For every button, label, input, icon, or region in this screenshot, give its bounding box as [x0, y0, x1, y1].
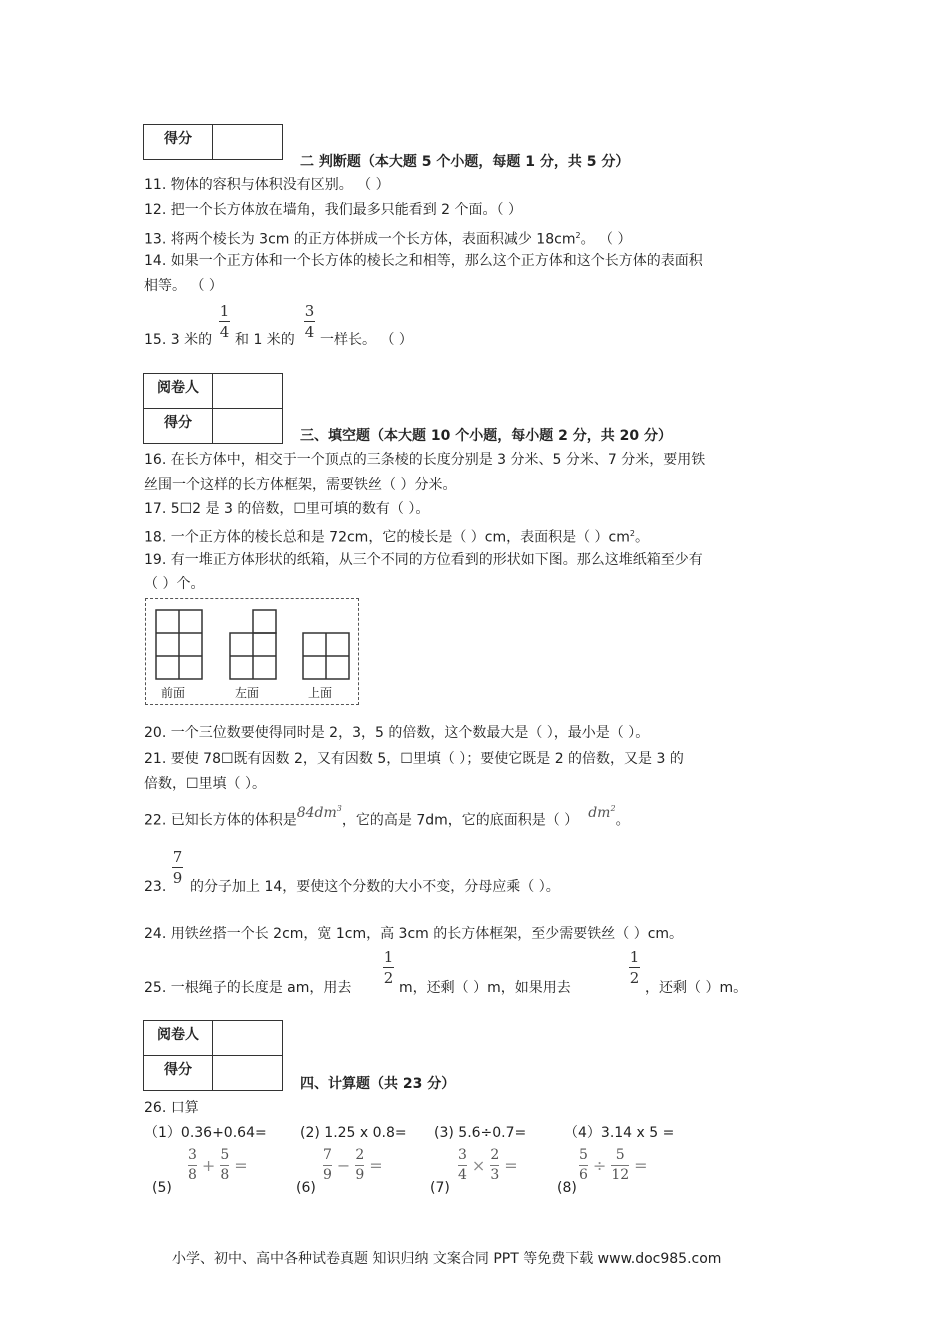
question-15-part1: 15. 3 米的: [144, 332, 213, 348]
question-25-part2: m，还剩（ ）m，如果用去: [399, 980, 571, 996]
oral-calc-6-expr: 7 9 − 2 9 =: [323, 1147, 383, 1183]
score-label: 得分: [144, 125, 213, 160]
question-21-line2: 倍数，☐里填（ ）。: [144, 776, 267, 792]
fraction-3-4: 3 4: [304, 302, 315, 341]
oral-calc-5-expr: 3 8 + 5 8 =: [188, 1147, 248, 1183]
oral-calc-2: (2) 1.25 x 0.8=: [300, 1125, 407, 1141]
question-26: 26. 口算: [144, 1100, 199, 1116]
area-unit: dm: [588, 804, 611, 821]
question-19-line2: （ ）个。: [144, 576, 205, 592]
fraction-1-2-b: 1 2: [629, 948, 640, 987]
fraction-1-2-a: 1 2: [383, 948, 394, 987]
oral-calc-7-expr: 3 4 × 2 3 =: [458, 1147, 518, 1183]
question-16-line2: 丝围一个这样的长方体框架，需要铁丝（ ）分米。: [144, 477, 457, 493]
reviewer-label: 阅卷人: [144, 374, 213, 409]
question-23-number: 23.: [144, 879, 167, 895]
question-14-line2: 相等。 （ ）: [144, 278, 223, 294]
views-figure: [145, 598, 359, 705]
question-22: 22. 已知长方体的体积是$84dm^3$，它的高是 7dm，它的底面积是（ ） $dm^2$。: [144, 804, 630, 829]
score-table-2: [143, 373, 283, 444]
oral-calc-3: (3) 5.6÷0.7=: [434, 1125, 527, 1141]
question-19-line1: 19. 有一堆正方体形状的纸箱，从三个不同的方位看到的形状如下图。那么这堆纸箱至少有: [144, 552, 703, 568]
fraction-1-4: 1 4: [219, 302, 230, 341]
section-3-title: 三、填空题（本大题 10 个小题，每小题 2 分，共 20 分）: [300, 428, 672, 444]
top-view-label: 上面: [308, 686, 333, 700]
section-2-title: 二 判断题（本大题 5 个小题，每题 1 分，共 5 分）: [300, 154, 630, 170]
score-label: 得分: [144, 409, 213, 444]
oral-calc-7-label: (7): [430, 1180, 450, 1196]
score-input-cell[interactable]: [213, 409, 283, 444]
oral-calc-1: （1）0.36+0.64=: [144, 1125, 267, 1141]
oral-calc-4: （4）3.14 x 5 =: [564, 1125, 675, 1141]
question-15-part2: 和 1 米的: [235, 332, 295, 348]
reviewer-input-cell[interactable]: [213, 374, 283, 409]
question-23-text: 的分子加上 14，要使这个分数的大小不变，分母应乘（ ）。: [190, 879, 560, 895]
question-21-line1: 21. 要使 78☐既有因数 2，又有因数 5，☐里填（ ）；要使它既是 2 的倍数，又是 3 的: [144, 751, 684, 767]
left-view-label: 左面: [235, 686, 260, 700]
score-input-cell[interactable]: [213, 125, 283, 160]
question-11: 11. 物体的容积与体积没有区别。 （ ）: [144, 177, 390, 193]
score-input-cell[interactable]: [213, 1056, 283, 1091]
page-footer: 小学、初中、高中各种试卷真题 知识归纳 文案合同 PPT 等免费下载 www.doc985.com: [172, 1251, 722, 1267]
oral-calc-6-label: (6): [296, 1180, 316, 1196]
question-15-part3: 一样长。 （ ）: [320, 332, 413, 348]
question-13: 13. 将两个棱长为 3cm 的正方体拼成一个长方体，表面积减少 $18cm^2$。 （ ）: [144, 231, 632, 248]
oral-calc-5-label: (5): [152, 1180, 172, 1196]
score-table-1: [143, 124, 283, 160]
question-25-part1: 25. 一根绳子的长度是 am，用去: [144, 980, 352, 996]
question-24: 24. 用铁丝搭一个长 2cm，宽 1cm，高 3cm 的长方体框架，至少需要铁丝（ ）cm。: [144, 926, 684, 942]
question-25-part3: ，还剩（ ）m。: [645, 980, 748, 996]
score-label: 得分: [144, 1056, 213, 1091]
question-20: 20. 一个三位数要使得同时是 2，3，5 的倍数，这个数最大是（ ），最小是（ ）。: [144, 725, 650, 741]
oral-calc-8-expr: 5 6 ÷ 5 12 =: [579, 1147, 648, 1183]
question-12: 12. 把一个长方体放在墙角，我们最多只能看到 2 个面。（ ）: [144, 202, 522, 218]
question-18: 18. 一个正方体的棱长总和是 72cm，它的棱长是（ ）cm，表面积是（ ）$cm^2$。: [144, 529, 649, 546]
volume-value: 84dm: [296, 804, 337, 821]
score-table-3: [143, 1020, 283, 1091]
question-16-line1: 16. 在长方体中，相交于一个顶点的三条棱的长度分别是 3 分米、5 分米、7 分米，要用铁: [144, 452, 706, 468]
question-17: 17. 5☐2 是 3 的倍数，☐里可填的数有（ ）。: [144, 501, 430, 517]
fraction-7-9: 7 9: [172, 848, 183, 887]
oral-calc-8-label: (8): [557, 1180, 577, 1196]
front-view-label: 前面: [161, 686, 186, 700]
section-4-title: 四、计算题（共 23 分）: [300, 1076, 456, 1092]
reviewer-input-cell[interactable]: [213, 1021, 283, 1056]
question-14-line1: 14. 如果一个正方体和一个长方体的棱长之和相等，那么这个正方体和这个长方体的表面积: [144, 253, 703, 269]
reviewer-label: 阅卷人: [144, 1021, 213, 1056]
